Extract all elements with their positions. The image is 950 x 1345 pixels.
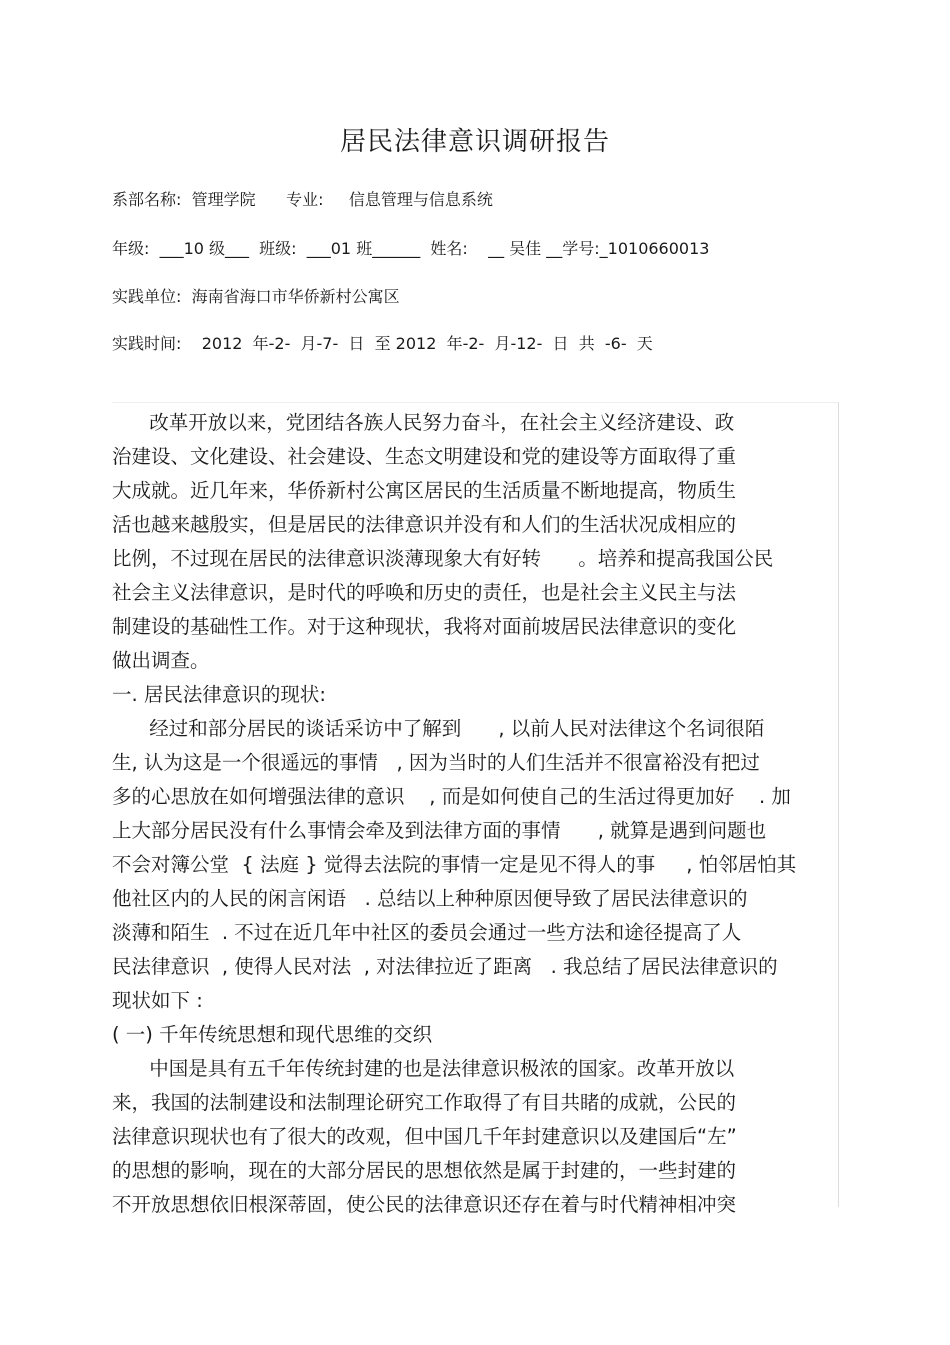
body-line: 治建设、文化建设、社会建设、生态文明建设和党的建设等方面取得了重 <box>112 445 737 468</box>
info-practice-time: 实践时间: 2012 年-2- 月-7- 日 至 2012 年-2- 月-12- 日 共 -6- 天 <box>112 334 653 353</box>
body-line: 社会主义法律意识，是时代的呼唤和历史的责任，也是社会主义民主与法 <box>112 581 737 604</box>
body-text-block <box>112 402 839 1216</box>
subsection-heading: ( 一) 千年传统思想和现代思维的交织 <box>112 1023 433 1046</box>
body-line: 生, 认为这是一个很遥远的事情 , 因为当时的人们生活并不很富裕没有把过 <box>112 751 760 774</box>
info-practice-unit: 实践单位: 海南省海口市华侨新村公寓区 <box>112 287 400 306</box>
body-line: 上大部分居民没有什么事情会牵及到法律方面的事情 , 就算是遇到问题也 <box>112 819 767 842</box>
body-line: 制建设的基础性工作。对于这种现状，我将对面前坡居民法律意识的变化 <box>112 615 737 638</box>
body-line: 活也越来越殷实，但是居民的法律意识并没有和人们的生活状况成相应的 <box>112 513 737 536</box>
body-line: 现状如下 : <box>112 989 203 1012</box>
body-line: 的思想的影响，现在的大部分居民的思想依然是属于封建的，一些封建的 <box>112 1159 737 1182</box>
body-line: 比例，不过现在居民的法律意识淡薄现象大有好转 。培养和提高我国公民 <box>112 547 774 570</box>
info-department-major: 系部名称: 管理学院 专业: 信息管理与信息系统 <box>112 190 493 209</box>
body-line: 不开放思想依旧根深蒂固，使公民的法律意识还存在着与时代精神相冲突 <box>112 1193 737 1216</box>
info-grade-class-name-id: 年级: ___10 级___ 班级: ___01 班______ 姓名: __ 吴佳 __学号:_1010660013 <box>112 239 710 258</box>
body-line: 淡薄和陌生 . 不过在近几年中社区的委员会通过一些方法和途径提高了人 <box>112 921 742 944</box>
body-line: 改革开放以来，党团结各族人民努力奋斗，在社会主义经济建设、政 <box>112 411 735 434</box>
body-line: 做出调查。 <box>112 649 210 672</box>
body-line: 他社区内的人民的闲言闲语 . 总结以上种种原因便导致了居民法律意识的 <box>112 887 748 910</box>
body-line: 多的心思放在如何增强法律的意识 , 而是如何使自己的生活过得更加好 . 加 <box>112 785 791 808</box>
section-heading: 一. 居民法律意识的现状: <box>112 683 326 706</box>
document-title: 居民法律意识调研报告 <box>339 127 610 157</box>
body-line: 不会对簿公堂 { 法庭 } 觉得去法院的事情一定是见不得人的事 , 怕邻居怕其 <box>112 853 797 876</box>
body-line: 大成就。近几年来，华侨新村公寓区居民的生活质量不断地提高，物质生 <box>112 479 737 502</box>
body-line: 民法律意识 , 使得人民对法 , 对法律拉近了距离 . 我总结了居民法律意识的 <box>112 955 778 978</box>
body-line: 来，我国的法制建设和法制理论研究工作取得了有目共睹的成就，公民的 <box>112 1091 737 1114</box>
body-line: 经过和部分居民的谈话采访中了解到 , 以前人民对法律这个名词很陌 <box>112 717 765 740</box>
body-line: 中国是具有五千年传统封建的也是法律意识极浓的国家。改革开放以 <box>112 1057 735 1080</box>
body-line: 法律意识现状也有了很大的改观，但中国几千年封建意识以及建国后“左” <box>112 1125 737 1148</box>
